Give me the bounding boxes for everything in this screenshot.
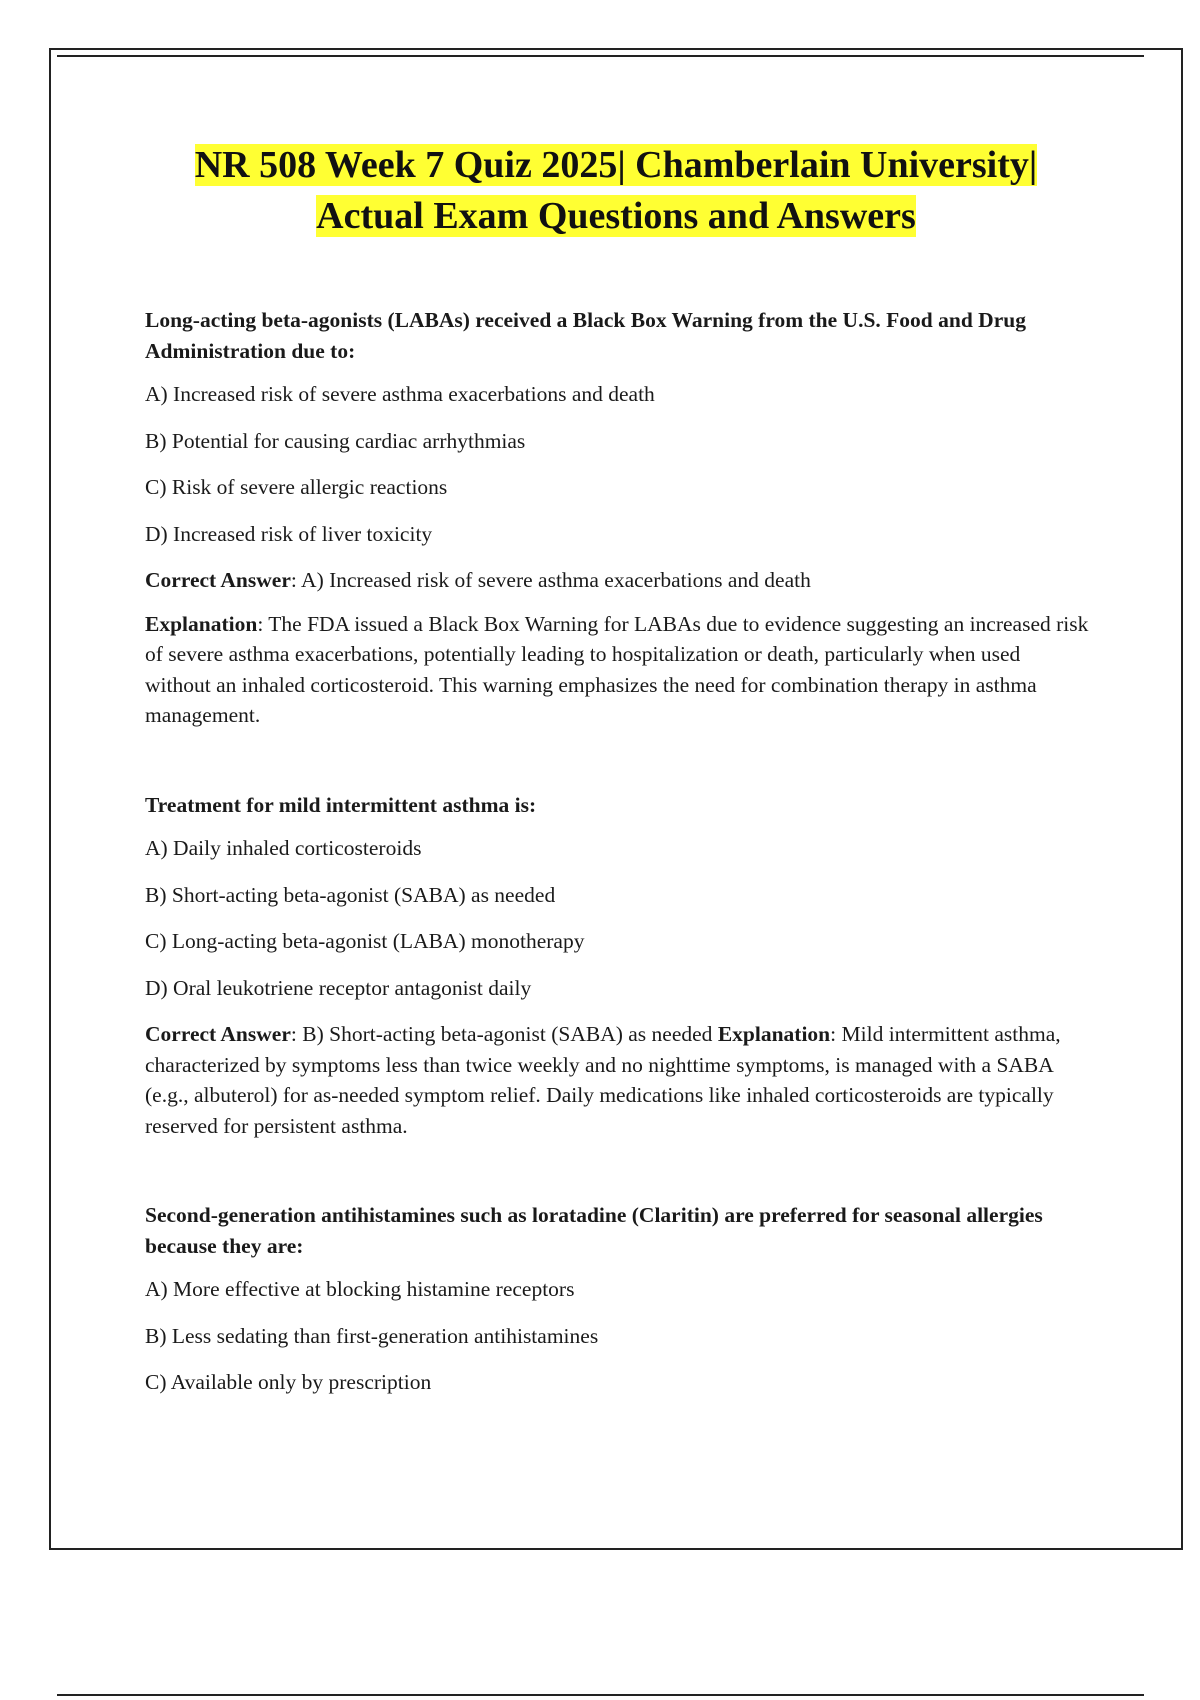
top-rule: [57, 55, 1144, 57]
correct-answer-label: Correct Answer: [145, 568, 291, 592]
answer-and-explanation: [145, 1019, 1090, 1141]
question-2: [145, 790, 1090, 1142]
option-b: B) Potential for causing cardiac arrhythmias: [145, 428, 526, 453]
explanation-text: The FDA issued a Black Box Warning for LABAs due to evidence suggesting an increased risk of severe asthma exacerbations, potentially leading to hospitalization or death, particularly when used without an inhaled corticosteroid. This warning emphasizes the need for combination therapy in asthma management.: [145, 611, 1089, 727]
question-text: Long-acting beta-agonists (LABAs) received a Black Box Warning from the U.S. Food and Drug Administration due to:: [145, 308, 1026, 363]
question-3: [145, 1200, 1090, 1398]
question-text: Treatment for mild intermittent asthma is:: [145, 792, 537, 817]
explanation-label: Explanation: [717, 1022, 831, 1046]
label-separator: :: [290, 568, 302, 592]
option-c: C) Long-acting beta-agonist (LABA) monotherapy: [145, 929, 585, 953]
question-1: [145, 305, 1090, 731]
correct-answer-value: A) Increased risk of severe asthma exacerbations and death: [301, 568, 811, 592]
option-a: A) Daily inhaled corticosteroids: [145, 836, 422, 860]
quiz-content: [145, 305, 1090, 1414]
option-c: C) Available only by prescription: [145, 1370, 432, 1394]
explanation-label: Explanation: [145, 611, 258, 636]
correct-answer: [145, 565, 1090, 596]
option-a: A) More effective at blocking histamine receptors: [145, 1277, 575, 1301]
correct-answer-value: B) Short-acting beta-agonist (SABA) as needed: [302, 1022, 713, 1046]
title-line-1: NR 508 Week 7 Quiz 2025| Chamberlain University|: [194, 144, 1038, 186]
explanation-text: Mild intermittent asthma, characterized by symptoms less than twice weekly and no nighttime symptoms, is managed with a SABA (e.g., albuterol) for as-needed symptom relief. Daily medications like inhaled corticosteroids are typically reserved for persistent asthma.: [145, 1022, 1061, 1138]
correct-answer-label: Correct Answer: [145, 1022, 291, 1046]
option-c: C) Risk of severe allergic reactions: [145, 475, 448, 499]
document-title: [60, 140, 1172, 242]
title-line-2: Actual Exam Questions and Answers: [316, 195, 916, 237]
label-separator: :: [290, 1022, 303, 1046]
question-text: Second-generation antihistamines such as loratadine (Claritin) are preferred for seasonal allergies because they are:: [145, 1203, 1043, 1258]
option-d: D) Oral leukotriene receptor antagonist daily: [145, 975, 532, 1000]
label-separator: :: [257, 611, 269, 636]
option-a: A) Increased risk of severe asthma exacerbations and death: [145, 382, 655, 406]
option-d: D) Increased risk of liver toxicity: [145, 521, 433, 546]
option-b: B) Short-acting beta-agonist (SABA) as needed: [145, 882, 556, 907]
option-b: B) Less sedating than first-generation antihistamines: [145, 1323, 599, 1348]
label-separator: :: [830, 1022, 842, 1046]
next-page-top-rule: [57, 1694, 1144, 1696]
explanation: [145, 609, 1090, 731]
